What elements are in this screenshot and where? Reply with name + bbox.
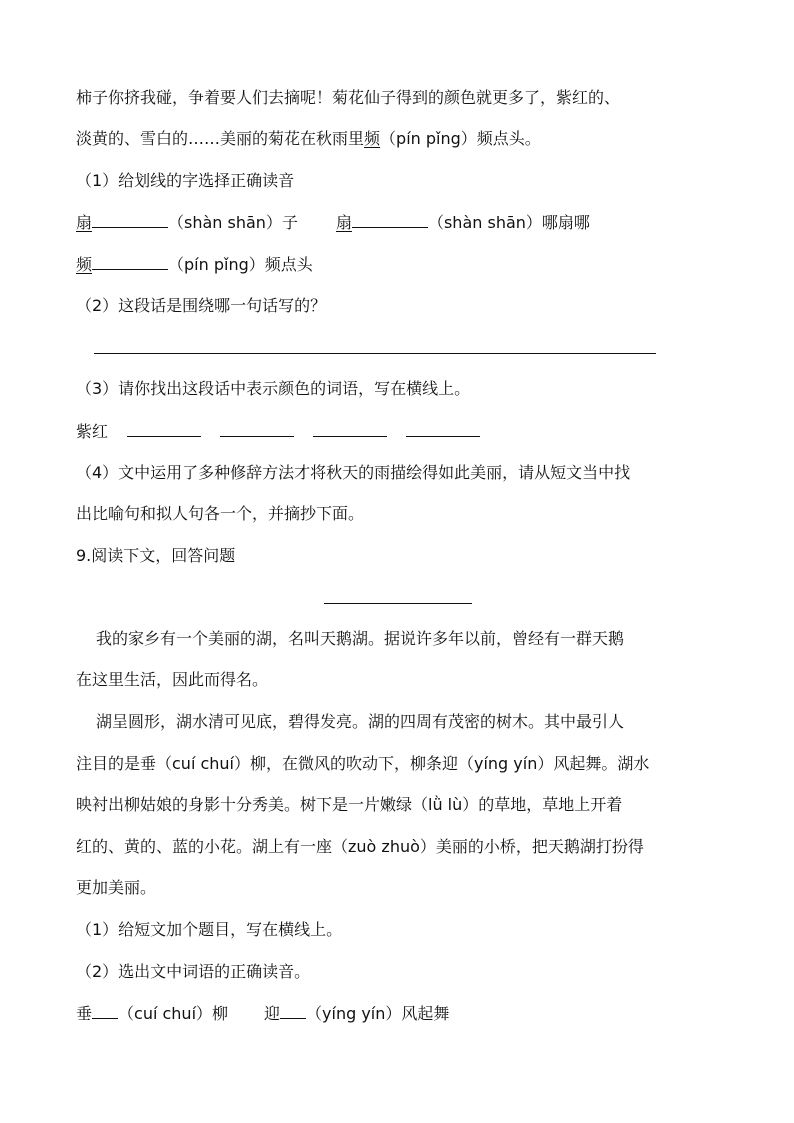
passage-line: 注目的是垂（cuí chuí）柳，在微风的吹动下，柳条迎（yíng yín）风起舞。湖水 <box>76 754 650 773</box>
underlined-char: 频 <box>76 255 93 274</box>
pinyin-options: （shàn shān）子 <box>168 213 298 232</box>
answer-row <box>76 421 480 442</box>
title-blank[interactable] <box>324 603 472 604</box>
answer-blank[interactable] <box>352 212 428 228</box>
sub-question-2: （2）选出文中词语的正确读音。 <box>76 962 311 981</box>
question-2: （2）这段话是围绕哪一句话写的？ <box>76 296 327 315</box>
sub-question-1: （1）给短文加个题目，写在横线上。 <box>76 920 343 939</box>
underlined-char: 扇 <box>76 213 93 232</box>
pinyin-options: （yíng yín）风起舞 <box>306 1004 450 1023</box>
underlined-char: 频 <box>364 129 381 148</box>
pinyin-options: （shàn shān）哪扇哪 <box>427 213 590 232</box>
answer-row <box>76 212 590 233</box>
passage-line <box>76 129 541 149</box>
question-3: （3）请你找出这段话中表示颜色的词语，写在横线上。 <box>76 379 471 398</box>
passage-line: 柿子你挤我碰，争着要人们去摘呢！菊花仙子得到的颜色就更多了，紫红的、 <box>76 88 621 107</box>
passage-text: 淡黄的、雪白的……美丽的菊花在秋雨里 <box>76 129 365 148</box>
pinyin-options: （cuí chuí）柳 <box>118 1004 229 1023</box>
passage-line: 红的、黄的、蓝的小花。湖上有一座（zuò zhuò）美丽的小桥，把天鹅湖打扮得 <box>76 837 644 856</box>
answer-blank[interactable] <box>127 421 201 437</box>
answer-row <box>76 1003 449 1024</box>
answer-blank[interactable] <box>92 212 168 228</box>
passage-line: 更加美丽。 <box>76 878 157 897</box>
answer-row <box>76 254 313 275</box>
passage-text: （pín pǐng）频点头。 <box>380 129 541 148</box>
passage-line: 映衬出柳姑娘的身影十分秀美。树下是一片嫩绿（lǜ lù）的草地，草地上开着 <box>76 795 623 814</box>
target-char: 迎 <box>264 1004 281 1023</box>
answer-line[interactable] <box>94 353 656 354</box>
answer-blank[interactable] <box>406 421 480 437</box>
answer-blank[interactable] <box>313 421 387 437</box>
question-1: （1）给划线的字选择正确读音 <box>76 171 295 190</box>
question-4: 出比喻句和拟人句各一个，并摘抄下面。 <box>76 504 365 523</box>
passage-line: 我的家乡有一个美丽的湖，名叫天鹅湖。据说许多年以前，曾经有一群天鹅 <box>96 629 625 648</box>
answer-blank[interactable] <box>92 254 168 270</box>
answer-blank[interactable] <box>280 1003 306 1019</box>
question-heading: 9.阅读下文，回答问题 <box>76 546 236 565</box>
target-char: 垂 <box>76 1004 93 1023</box>
answer-blank[interactable] <box>92 1003 118 1019</box>
passage-line: 在这里生活，因此而得名。 <box>76 670 269 689</box>
pinyin-options: （pín pǐng）频点头 <box>168 255 313 274</box>
underlined-char: 扇 <box>335 213 352 232</box>
given-word: 紫红 <box>76 422 109 441</box>
answer-blank[interactable] <box>220 421 294 437</box>
passage-line: 湖呈圆形，湖水清可见底，碧得发亮。湖的四周有茂密的树木。其中最引人 <box>96 712 625 731</box>
question-4: （4）文中运用了多种修辞方法才将秋天的雨描绘得如此美丽，请从短文当中找 <box>76 463 631 482</box>
